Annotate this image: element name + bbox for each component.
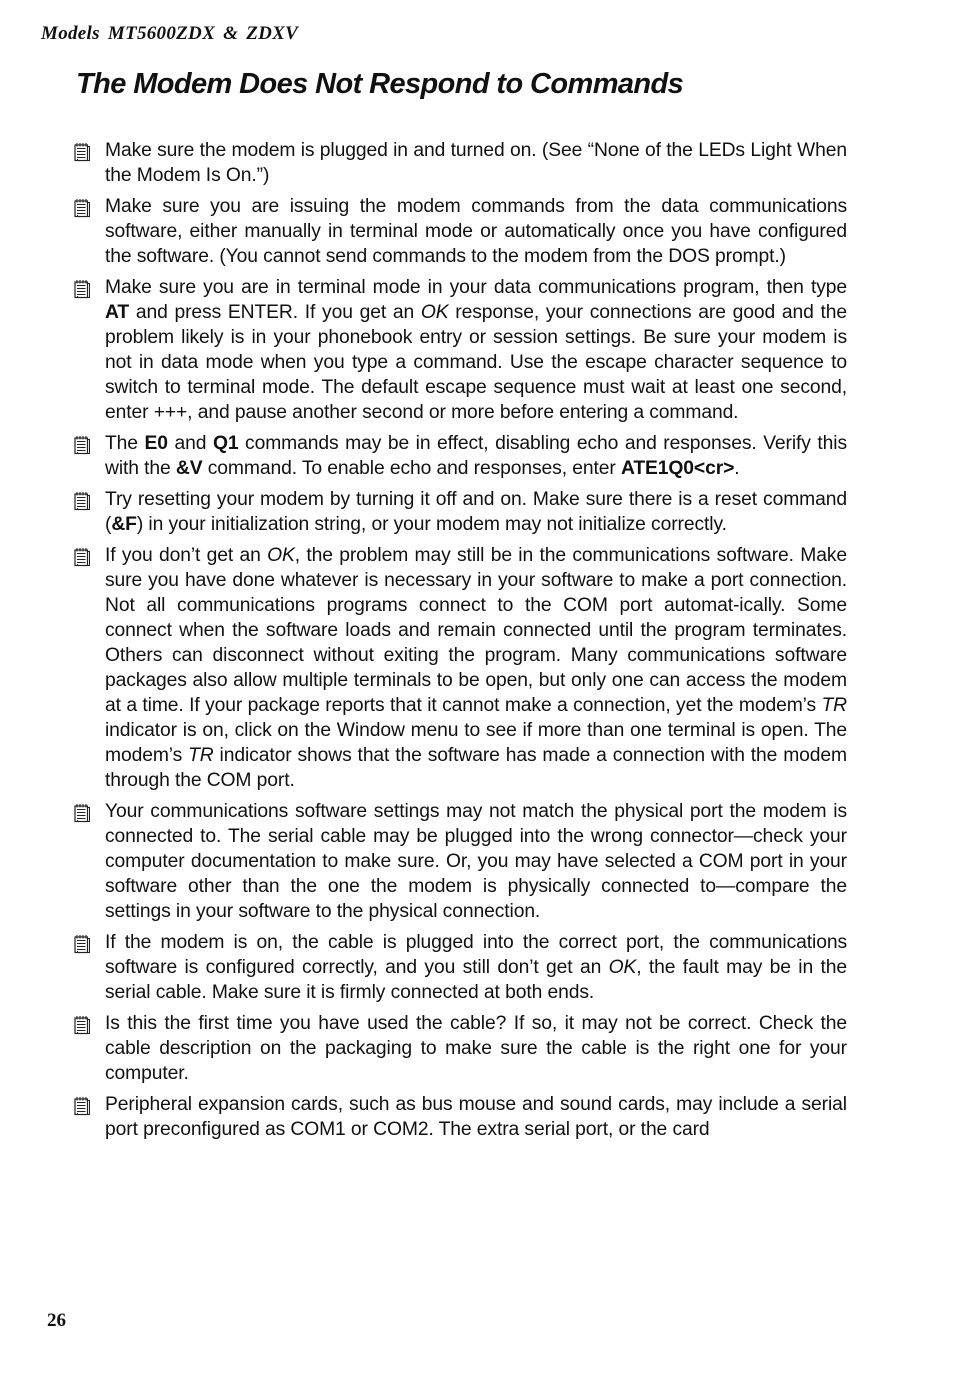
notepad-checkbox-icon — [73, 487, 105, 513]
text-run: The — [105, 433, 145, 454]
emphasis-text: TR — [188, 745, 214, 766]
command-text: &V — [175, 458, 203, 479]
checklist-item — [73, 1011, 847, 1086]
notepad-checkbox-icon — [73, 431, 105, 457]
checklist-item-text — [105, 431, 847, 481]
checklist-item — [73, 138, 847, 188]
text-run: . — [734, 458, 740, 479]
text-run: command. To enable echo and responses, enter — [202, 458, 621, 479]
checklist-item-text — [105, 1092, 847, 1142]
checklist-item — [73, 487, 847, 537]
text-run: , the fault may be in the serial cable. Make sure it is firmly connected at both ends. — [105, 957, 847, 1003]
text-run: Make sure you are issuing the modem commands from the data communications software, either manually in terminal mode or automatically once you have configured the software. (You cannot send commands to the modem from the DOS prompt.) — [105, 196, 847, 267]
checklist-item — [73, 799, 847, 924]
checklist-item-text — [105, 543, 847, 793]
notepad-checkbox-icon — [73, 930, 105, 956]
emphasis-text: OK — [608, 957, 637, 978]
notepad-checkbox-icon — [73, 194, 105, 220]
command-text: AT — [105, 302, 130, 323]
text-run: and — [167, 433, 213, 454]
emphasis-text: OK — [267, 545, 295, 566]
notepad-checkbox-icon — [73, 543, 105, 569]
notepad-checkbox-icon — [73, 138, 105, 164]
page-title: The Modem Does Not Respond to Commands — [76, 68, 684, 100]
checklist-item-text — [105, 138, 847, 188]
command-text: ATE1Q0<cr> — [620, 458, 735, 479]
notepad-checkbox-icon — [73, 1092, 105, 1118]
command-text: &F — [111, 514, 137, 535]
command-text: Q1 — [212, 433, 239, 454]
checklist-item — [73, 194, 847, 269]
emphasis-text: OK — [420, 302, 449, 323]
notepad-checkbox-icon — [73, 275, 105, 301]
text-run: response, your connections are good and the problem likely is in your phonebook entry or session settings. Be sure your modem is not in data mode when you type a command. Use the escape character sequence to switch to terminal mode. The default escape sequence must wait at least one second, enter +++, and pause another second or more before entering a command. — [105, 302, 847, 423]
checklist-item-text — [105, 930, 847, 1005]
text-run: Peripheral expansion cards, such as bus mouse and sound cards, may include a serial port preconfigured as COM1 or COM2. The extra serial port, or the card — [105, 1094, 847, 1140]
text-run: Is this the first time you have used the cable? If so, it may not be correct. Check the cable description on the packaging to make sure the cable is the right one for your computer. — [105, 1013, 847, 1084]
text-run: indicator shows that the software has made a connection with the modem through the COM port. — [105, 745, 847, 791]
notepad-checkbox-icon — [73, 799, 105, 825]
emphasis-text: TR — [821, 695, 847, 716]
text-run: , the problem may still be in the communications software. Make sure you have done whatever is necessary in your software to make a port connection. Not all communications programs connect to the COM port automat-ically. Some connect when the software loads and remain connected until the program terminates. Others can disconnect without exiting the program. Many communications software packages also allow multiple terminals to be open, but only one can access the modem at a time. If your package reports that it cannot make a connection, yet the modem’s — [105, 545, 847, 716]
text-run: Make sure the modem is plugged in and turned on. (See “None of the LEDs Light When the Modem Is On.”) — [105, 140, 847, 186]
checklist-item-text — [105, 799, 847, 924]
running-header: Models MT5600ZDX & ZDXV — [41, 23, 299, 44]
checklist-item — [73, 543, 847, 793]
checklist-item-text — [105, 194, 847, 269]
text-run: Make sure you are in terminal mode in your data communications program, then type — [105, 277, 847, 298]
text-run: and press ENTER. If you get an — [129, 302, 421, 323]
checklist-item-text — [105, 1011, 847, 1086]
text-run: commands may be in effect, disabling echo and responses. Verify this with the — [105, 433, 847, 479]
checklist-item — [73, 431, 847, 481]
checklist-item-text — [105, 275, 847, 425]
text-run: If the modem is on, the cable is plugged into the correct port, the communications software is configured correctly, and you still don’t get an — [105, 932, 847, 978]
notepad-checkbox-icon — [73, 1011, 105, 1037]
checklist-item — [73, 930, 847, 1005]
command-text: E0 — [144, 433, 168, 454]
text-run: Your communications software settings may not match the physical port the modem is connected to. The serial cable may be plugged into the wrong connector—check your computer documentation to make sure. Or, you may have selected a COM port in your software other than the one the modem is physically connected to—compare the settings in your software to the physical connection. — [105, 801, 847, 922]
text-run: If you don’t get an — [105, 545, 268, 566]
checklist-item — [73, 275, 847, 425]
troubleshooting-checklist — [73, 138, 847, 1148]
checklist-item — [73, 1092, 847, 1142]
text-run: ) in your initialization string, or your modem may not initialize correctly. — [136, 514, 727, 535]
page-number: 26 — [47, 1310, 66, 1331]
text-run: Try resetting your modem by turning it off and on. Make sure there is a reset command ( — [105, 489, 847, 535]
text-run: indicator is on, click on the Window menu to see if more than one terminal is open. The modem’s — [105, 720, 847, 766]
checklist-item-text — [105, 487, 847, 537]
